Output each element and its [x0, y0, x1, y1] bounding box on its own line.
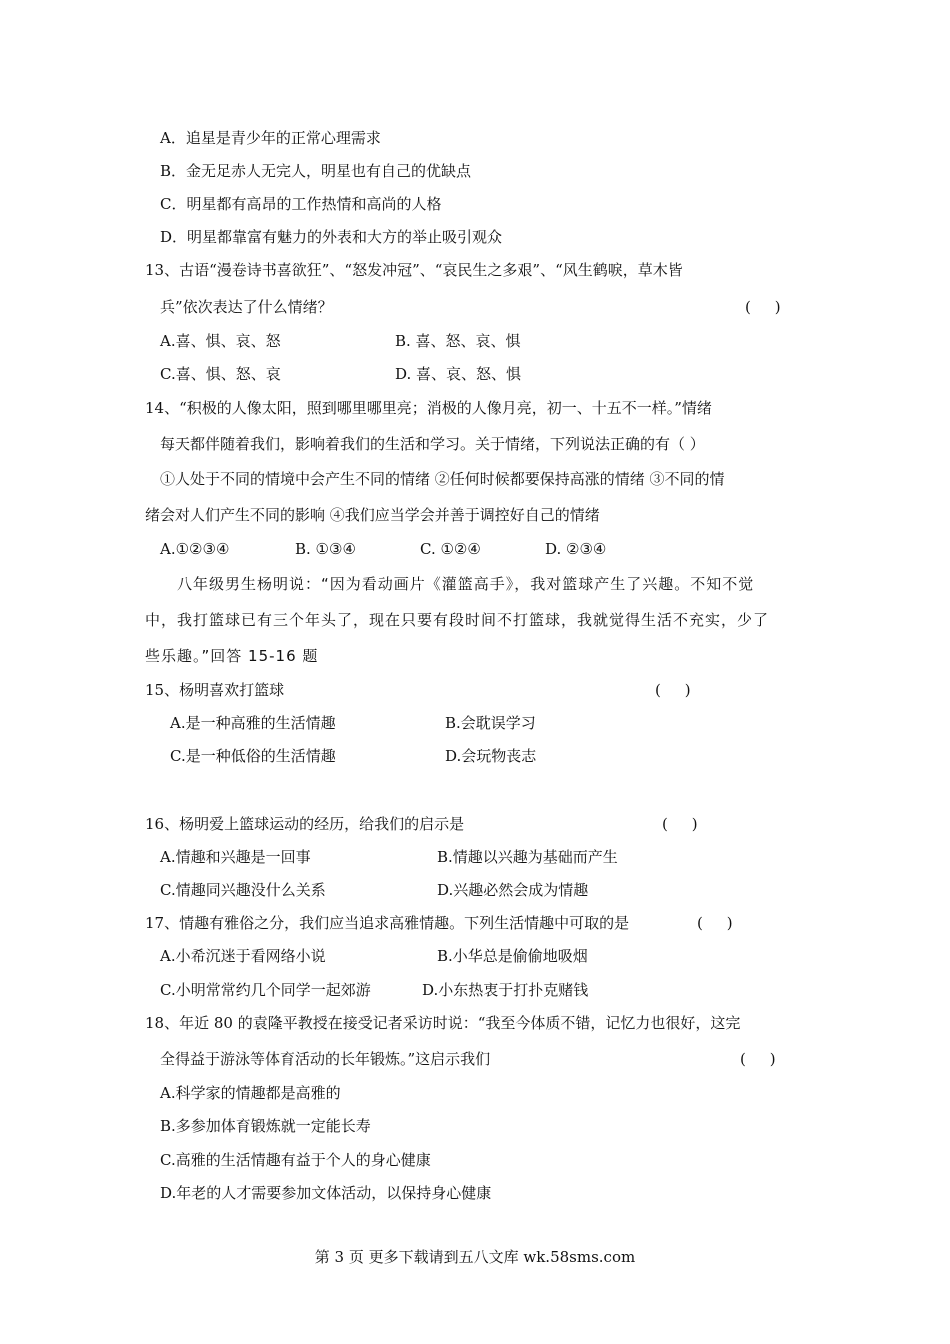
q14-option-c: C. ①②④ [420, 540, 481, 558]
q16-option-a: A.情趣和兴趣是一回事 [160, 848, 311, 866]
q12-option-d: D．明星都靠富有魅力的外表和大方的举止吸引观众 [160, 228, 503, 246]
q18-stem-line1: 18、年近 80 的袁隆平教授在接受记者采访时说：“我至今体质不错，记忆力也很好，这完 [145, 1014, 741, 1032]
q17-option-b: B.小华总是偷偷地吸烟 [437, 947, 588, 965]
q13-stem-line1: 13、古语“漫卷诗书喜欲狂”、“怒发冲冠”、“哀民生之多艰”、“风生鹤唳，草木皆 [145, 261, 683, 279]
q14-option-a: A.①②③④ [160, 540, 230, 558]
q14-stem-line2: 每天都伴随着我们，影响着我们的生活和学习。关于情绪，下列说法正确的有（ ） [160, 435, 705, 453]
q14-option-d: D. ②③④ [545, 540, 607, 558]
q13-answer-blank: ( ) [745, 298, 781, 316]
q13-option-c: C.喜、惧、怒、哀 [160, 365, 281, 383]
passage-line1: 八年级男生杨明说：“因为看动画片《灌篮高手》，我对篮球产生了兴趣。不知不觉 [177, 575, 755, 593]
q16-answer-blank: ( ) [662, 815, 698, 833]
q17-option-a: A.小希沉迷于看网络小说 [160, 947, 326, 965]
q18-option-b: B.多参加体育锻炼就一定能长寿 [160, 1117, 371, 1135]
q15-option-c: C.是一种低俗的生活情趣 [170, 747, 336, 765]
q14-items-line1: ①人处于不同的情境中会产生不同的情绪 ②任何时候都要保持高涨的情绪 ③不同的情 [160, 470, 725, 488]
q12-option-a: A．追星是青少年的正常心理需求 [160, 129, 381, 147]
q15-option-b: B.会耽误学习 [445, 714, 536, 732]
passage-line3: 些乐趣。”回答 15-16 题 [145, 647, 319, 665]
q13-stem-line2: 兵”依次表达了什么情绪？ [160, 298, 333, 316]
q17-option-d: D.小东热衷于打扑克赌钱 [422, 981, 589, 999]
q14-stem-line1: 14、“积极的人像太阳，照到哪里哪里亮；消极的人像月亮，初一、十五不一样。”情绪 [145, 399, 712, 417]
q17-answer-blank: ( ) [697, 914, 733, 932]
q13-option-b: B. 喜、怒、哀、惧 [395, 332, 521, 350]
q13-option-d: D. 喜、哀、怒、惧 [395, 365, 522, 383]
q14-items-line2: 绪会对人们产生不同的影响 ④我们应当学会并善于调控好自己的情绪 [145, 506, 600, 524]
q15-stem: 15、杨明喜欢打篮球 [145, 681, 285, 699]
q16-option-b: B.情趣以兴趣为基础而产生 [437, 848, 618, 866]
q16-stem: 16、杨明爱上篮球运动的经历，给我们的启示是 [145, 815, 465, 833]
q13-option-a: A.喜、惧、哀、怒 [160, 332, 281, 350]
q15-option-d: D.会玩物丧志 [445, 747, 537, 765]
q12-option-b: B．金无足赤人无完人，明星也有自己的优缺点 [160, 162, 472, 180]
page-footer: 第 3 页 更多下载请到五八文库 wk.58sms.com [314, 1248, 636, 1266]
q18-answer-blank: ( ) [740, 1050, 776, 1068]
q18-option-d: D.年老的人才需要参加文体活动，以保持身心健康 [160, 1184, 492, 1202]
q17-option-c: C.小明常常约几个同学一起郊游 [160, 981, 371, 999]
q18-option-a: A.科学家的情趣都是高雅的 [160, 1084, 341, 1102]
q18-stem-line2: 全得益于游泳等体育活动的长年锻炼。”这启示我们 [160, 1050, 491, 1068]
q15-option-a: A.是一种高雅的生活情趣 [170, 714, 336, 732]
q18-option-c: C.高雅的生活情趣有益于个人的身心健康 [160, 1151, 431, 1169]
q17-stem: 17、情趣有雅俗之分，我们应当追求高雅情趣。下列生活情趣中可取的是 [145, 914, 630, 932]
q16-option-c: C.情趣同兴趣没什么关系 [160, 881, 326, 899]
passage-line2: 中，我打篮球已有三个年头了，现在只要有段时间不打篮球，我就觉得生活不充实，少了 [145, 611, 770, 629]
q12-option-c: C．明星都有高昂的工作热情和高尚的人格 [160, 195, 442, 213]
q14-option-b: B. ①③④ [295, 540, 356, 558]
q15-answer-blank: ( ) [655, 681, 691, 699]
q16-option-d: D.兴趣必然会成为情趣 [437, 881, 589, 899]
